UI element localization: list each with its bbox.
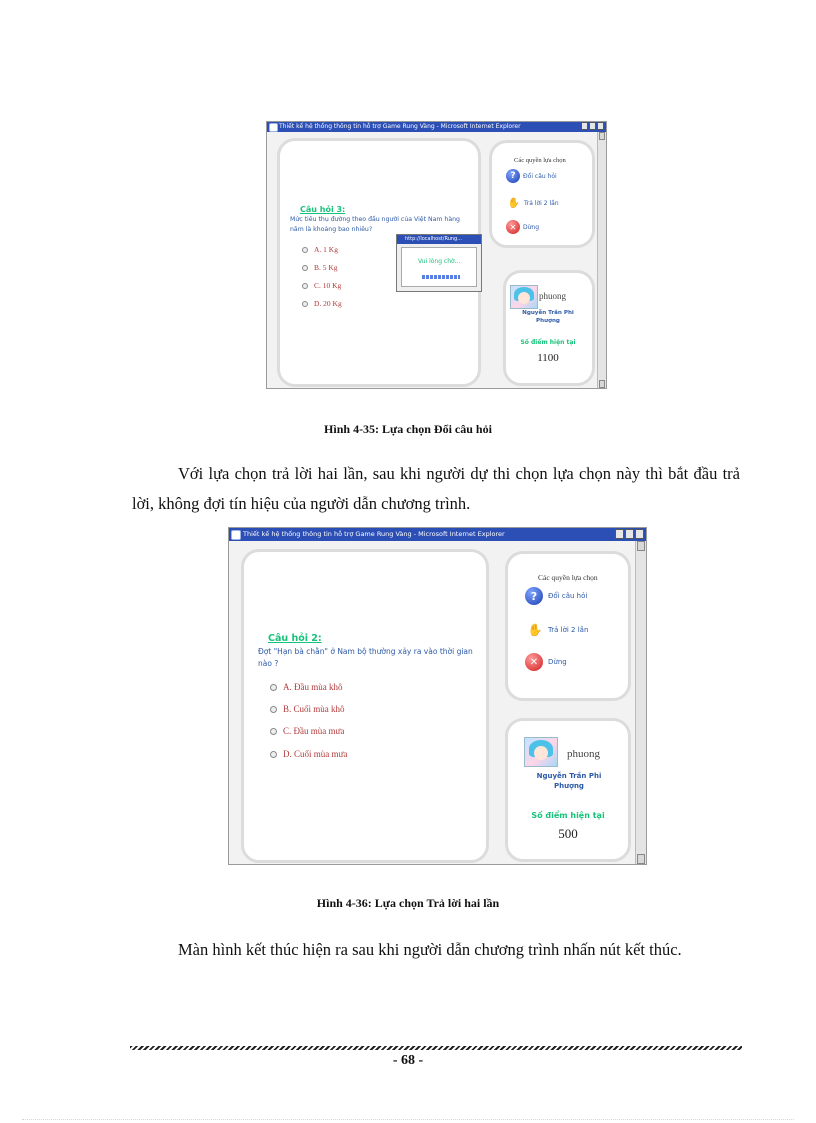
answer-label: A. 1 Kg	[314, 245, 338, 254]
paragraph-1: Với lựa chọn trả lời hai lần, sau khi người dự thi chọn lựa chọn này thì bắt đầu trả lời, không đợi tín hiệu của người dẫn chương trình.	[132, 464, 740, 513]
option-answer-twice[interactable]	[506, 197, 559, 209]
window-title-bar	[267, 122, 606, 132]
minimize-button[interactable]	[615, 529, 624, 539]
option-label: Trả lời 2 lần	[548, 626, 589, 634]
close-button[interactable]	[635, 529, 644, 539]
player-panel	[503, 270, 595, 386]
answer-label: B. Cuối mùa khô	[283, 704, 345, 714]
page-bottom-border	[22, 1119, 794, 1120]
option-label: Đổi câu hỏi	[523, 172, 557, 180]
score-value: 1100	[537, 352, 559, 364]
answer-label: D. Cuối mùa mưa	[283, 749, 348, 759]
window-title: Thiết kế hệ thống thông tin hỗ trợ Game Rung Vàng - Microsoft Internet Explorer	[243, 530, 505, 538]
answer-option-c[interactable]	[302, 281, 341, 290]
figure-1-caption: Hình 4-35: Lựa chọn Đổi câu hỏi	[324, 422, 492, 436]
answer-label: D. 20 Kg	[314, 299, 342, 308]
answer-option-b[interactable]	[302, 263, 338, 272]
answer-option-d[interactable]	[302, 299, 342, 308]
option-label: Dừng	[523, 223, 540, 231]
options-panel	[489, 140, 595, 248]
radio-button[interactable]	[302, 247, 308, 253]
option-label: Trả lời 2 lần	[524, 199, 559, 207]
handshake-icon: ✋	[507, 197, 521, 209]
figure-2-caption: Hình 4-36: Lựa chọn Trả lời hai lần	[316, 896, 500, 910]
option-change-question[interactable]	[525, 587, 587, 605]
avatar	[524, 737, 558, 767]
option-label: Đổi câu hỏi	[548, 592, 588, 600]
vertical-scrollbar[interactable]	[597, 132, 606, 388]
answer-option-c[interactable]	[270, 726, 344, 736]
footer-rule	[130, 1046, 742, 1050]
radio-button[interactable]	[302, 301, 308, 307]
answer-label: C. Đầu mùa mưa	[283, 726, 345, 736]
option-label: Dừng	[548, 658, 567, 666]
radio-button[interactable]	[302, 283, 308, 289]
popup-body	[401, 247, 477, 287]
window-title: Thiết kế hệ thống thông tin hỗ trợ Game Rung Vàng - Microsoft Internet Explorer	[279, 123, 521, 130]
progress-bar	[422, 275, 460, 279]
popup-message: Vui lòng chờ...	[418, 258, 461, 265]
question-circle-icon: ?	[506, 169, 520, 183]
stop-x-icon: ✕	[525, 653, 543, 671]
question-circle-icon: ?	[525, 587, 543, 605]
radio-button[interactable]	[270, 728, 277, 735]
stop-x-icon: ✕	[506, 220, 520, 234]
answer-option-b[interactable]	[270, 704, 345, 714]
question-title: Câu hỏi 2:	[268, 633, 322, 644]
option-answer-twice[interactable]	[525, 623, 588, 637]
username: phuong	[539, 291, 566, 301]
vertical-scrollbar[interactable]	[635, 541, 646, 864]
options-panel	[505, 551, 631, 701]
question-text: Mức tiêu thụ đường theo đầu người của Việt Nam hàng năm là khoảng bao nhiêu?	[290, 216, 460, 233]
close-button[interactable]	[597, 122, 604, 130]
question-text: Đợt "Hạn bà chằn" ở Nam bộ thường xảy ra vào thời gian nào ?	[258, 647, 473, 668]
handshake-icon: ✋	[527, 623, 543, 637]
options-heading: Các quyền lựa chọn	[514, 157, 566, 164]
player-fullname: Nguyễn Trần Phi Phượng	[522, 310, 574, 324]
ie-logo-icon	[231, 530, 241, 540]
option-change-question[interactable]	[506, 169, 557, 183]
answer-option-a[interactable]	[302, 245, 338, 254]
score-label: Số điểm hiện tại	[520, 339, 576, 346]
loading-popup	[396, 234, 482, 292]
options-heading: Các quyền lựa chọn	[538, 573, 598, 582]
answer-option-d[interactable]	[270, 749, 347, 759]
question-title: Câu hỏi 3:	[300, 205, 346, 214]
ie-logo-icon	[269, 123, 278, 132]
figure-1-screenshot	[266, 121, 607, 389]
answer-label: C. 10 Kg	[314, 281, 342, 290]
score-value: 500	[558, 826, 578, 841]
answer-label: A. Đầu mùa khô	[283, 682, 343, 692]
avatar	[510, 285, 538, 309]
scroll-down-arrow[interactable]	[599, 380, 605, 388]
paragraph-2: Màn hình kết thúc hiện ra sau khi người dẫn chương trình nhấn nút kết thúc.	[178, 940, 682, 959]
minimize-button[interactable]	[581, 122, 588, 130]
figure-2-screenshot	[228, 527, 647, 865]
scroll-up-arrow[interactable]	[637, 541, 645, 551]
question-panel	[241, 549, 489, 863]
player-fullname: Nguyễn Trần Phi Phượng	[536, 772, 602, 790]
page-number: - 68 -	[392, 1053, 424, 1068]
maximize-button[interactable]	[625, 529, 634, 539]
scroll-down-arrow[interactable]	[637, 854, 645, 864]
option-stop[interactable]	[525, 653, 567, 671]
maximize-button[interactable]	[589, 122, 596, 130]
username: phuong	[567, 748, 600, 760]
popup-title: http://localhost/Rung...	[397, 235, 481, 244]
option-stop[interactable]	[506, 220, 539, 234]
radio-button[interactable]	[270, 706, 277, 713]
player-panel	[505, 718, 631, 862]
radio-button[interactable]	[302, 265, 308, 271]
scroll-up-arrow[interactable]	[599, 132, 605, 140]
answer-label: B. 5 Kg	[314, 263, 338, 272]
window-title-bar	[229, 528, 646, 541]
radio-button[interactable]	[270, 751, 277, 758]
score-label: Số điểm hiện tại	[531, 811, 605, 820]
answer-option-a[interactable]	[270, 682, 343, 692]
radio-button[interactable]	[270, 684, 277, 691]
